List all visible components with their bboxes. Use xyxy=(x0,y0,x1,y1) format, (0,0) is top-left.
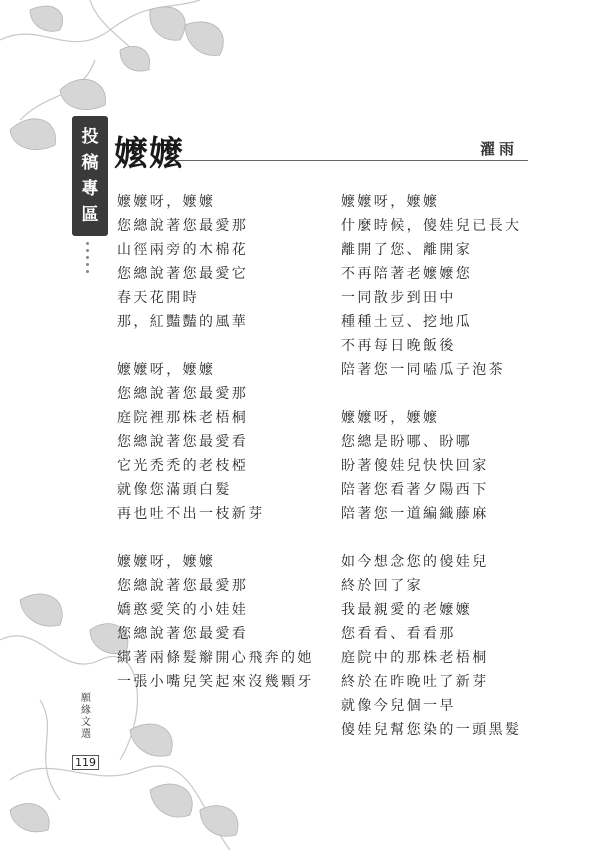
poem-line: 綁著兩條髮辮開心飛奔的她 xyxy=(117,650,314,666)
dotted-divider xyxy=(86,242,92,273)
page-number: 119 xyxy=(72,755,99,770)
section-tab-char: 投 xyxy=(81,127,99,147)
poem-line: 什麼時候，傻娃兒已長大 xyxy=(341,218,522,234)
poem-line: 您總說著您最愛看 xyxy=(117,434,249,450)
poem-column-left xyxy=(117,190,314,694)
poem-line: 如今想念您的傻娃兒 xyxy=(341,554,489,570)
poem-line: 它光禿禿的老枝椏 xyxy=(117,458,249,474)
section-tab-char: 專 xyxy=(81,179,99,199)
poem-line: 陪著您一道編織藤麻 xyxy=(341,506,489,522)
poem-line: 種種土豆、挖地瓜 xyxy=(341,314,473,330)
stanza-break xyxy=(341,526,521,550)
poem-line: 庭院中的那株老梧桐 xyxy=(341,650,489,666)
poem-line: 嬤嬤呀，嬤嬤 xyxy=(341,194,440,210)
section-tab xyxy=(72,116,108,236)
poem-line: 嬤嬤呀，嬤嬤 xyxy=(341,410,440,426)
series-name xyxy=(79,693,93,741)
stanza-break xyxy=(117,334,314,358)
poem-line: 一張小嘴兒笑起來沒幾顆牙 xyxy=(117,674,314,690)
poem-line: 陪著您一同嗑瓜子泡茶 xyxy=(341,362,505,378)
poem-line: 春天花開時 xyxy=(117,290,199,306)
stanza-break xyxy=(341,382,521,406)
poem-line: 嬤嬤呀，嬤嬤 xyxy=(117,362,216,378)
poem-line: 您總說著您最愛那 xyxy=(117,578,249,594)
stanza-break xyxy=(117,526,314,550)
poem-line: 您總說著您最愛那 xyxy=(117,218,249,234)
poem-line: 傻娃兒幫您染的一頭黑髮 xyxy=(341,722,522,738)
poem-line: 盼著傻娃兒快快回家 xyxy=(341,458,489,474)
poem-line: 嬌憨愛笑的小娃娃 xyxy=(117,602,249,618)
author-name: 濯雨 xyxy=(480,140,519,158)
poem-line: 終於在昨晚吐了新芽 xyxy=(341,674,489,690)
poem-line: 您總是盼哪、盼哪 xyxy=(341,434,473,450)
poem-line: 山徑兩旁的木棉花 xyxy=(117,242,249,258)
poem-line: 您總說著您最愛它 xyxy=(117,266,249,282)
poem-line: 您看看、看看那 xyxy=(341,626,456,642)
poem-line: 您總說著您最愛看 xyxy=(117,626,249,642)
poem-line: 一同散步到田中 xyxy=(341,290,456,306)
poem-line: 再也吐不出一枝新芽 xyxy=(117,506,265,522)
poem-line: 那，紅豔豔的風華 xyxy=(117,314,249,330)
series-name-text: 願 緣 文 選 xyxy=(81,693,91,740)
section-tab-char: 稿 xyxy=(81,153,99,173)
title-rule xyxy=(176,160,528,161)
poem-line: 陪著您看著夕陽西下 xyxy=(341,482,489,498)
poem-line: 您總說著您最愛那 xyxy=(117,386,249,402)
poem-column-right xyxy=(341,190,521,742)
poem-line: 就像您滿頭白髮 xyxy=(117,482,232,498)
poem-line: 終於回了家 xyxy=(341,578,423,594)
poem-line: 嬤嬤呀，嬤嬤 xyxy=(117,194,216,210)
section-tab-char: 區 xyxy=(81,205,99,225)
poem-line: 庭院裡那株老梧桐 xyxy=(117,410,249,426)
poem-line: 離開了您、離開家 xyxy=(341,242,473,258)
poem-line: 就像今兒個一早 xyxy=(341,698,456,714)
poem-line: 嬤嬤呀，嬤嬤 xyxy=(117,554,216,570)
poem-title: 嬤嬤 xyxy=(114,134,184,174)
poem-line: 不再每日晚飯後 xyxy=(341,338,456,354)
poem-line: 不再陪著老嬤嬤您 xyxy=(341,266,473,282)
poem-line: 我最親愛的老嬤嬤 xyxy=(341,602,473,618)
